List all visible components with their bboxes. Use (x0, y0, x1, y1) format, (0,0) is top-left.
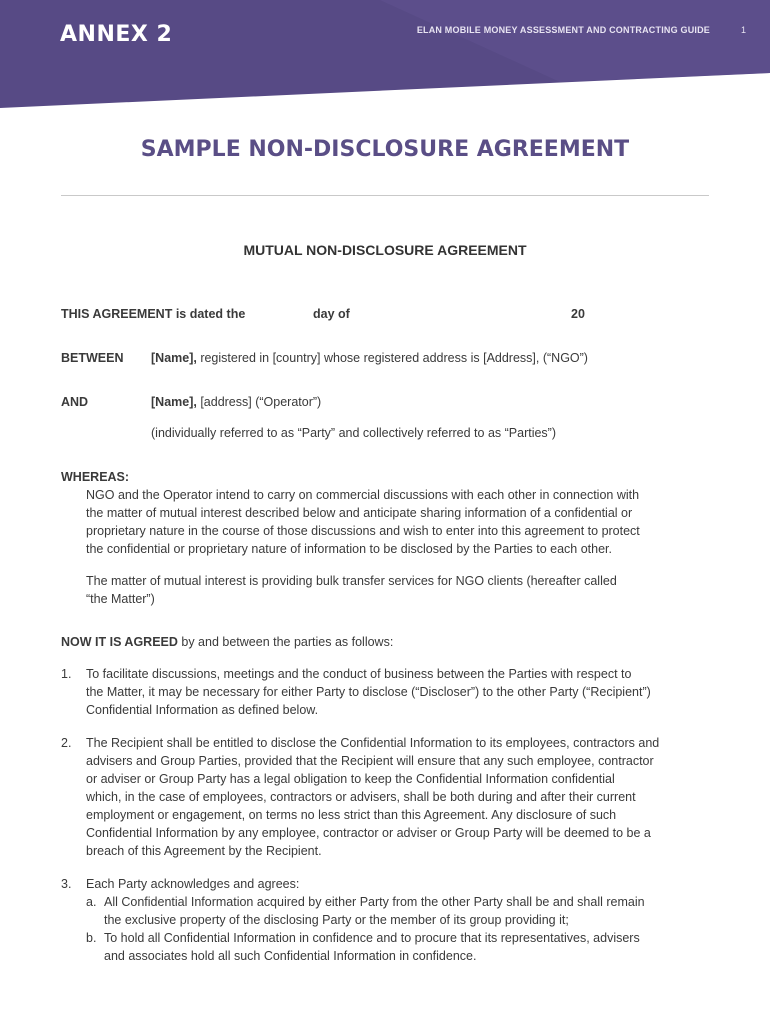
text-line: The Recipient shall be entitled to disclose the Confidential Information to its employees, contractors and (86, 736, 660, 750)
text-line: All Confidential Information acquired by either Party from the other Party shall be and shall remain (104, 895, 645, 909)
page-number: 1 (740, 25, 746, 35)
text-line: The matter of mutual interest is providing bulk transfer services for NGO clients (hereafter called (86, 574, 617, 588)
dated-lead: THIS AGREEMENT is dated the (61, 307, 246, 321)
text-line: To facilitate discussions, meetings and the conduct of business between the Parties with respect to (86, 667, 632, 681)
text-line: the Matter, it may be necessary for either Party to disclose (“Discloser”) to the other Party (“Recipient”) (86, 685, 651, 699)
header-band (0, 0, 770, 112)
text-line: advisers and Group Parties, provided that the Recipient will ensure that any such employee, contractor (86, 754, 654, 768)
annex-label: ANNEX 2 (60, 22, 173, 47)
text-line: the exclusive property of the disclosing Party or the member of its group providing it; (104, 913, 569, 927)
agreed-line (61, 633, 393, 651)
text-line: Confidential Information as defined below. (86, 703, 319, 717)
header-band-shape (0, 0, 770, 112)
and-party (151, 393, 321, 411)
text-line: “the Matter”) (86, 592, 155, 606)
sub-item-body (104, 893, 645, 929)
text-line: employment or engagement, on terms no less strict than this Agreement. Any disclosure of such (86, 808, 617, 822)
text-line: proprietary nature in the course of those discussions and wish to enter into this agreement to protect (86, 524, 640, 538)
whereas-paragraph-2 (86, 572, 617, 608)
clause-1-text (86, 665, 651, 719)
text-line: and associates hold all such Confidential Information in confidence. (104, 949, 477, 963)
whereas-paragraph-1 (86, 486, 640, 558)
parties-note: (individually referred to as “Party” and collectively referred to as “Parties”) (151, 426, 557, 440)
text-line: or adviser or Group Party has a legal obligation to keep the Confidential Information confidential (86, 772, 615, 786)
title-divider (61, 195, 709, 196)
dated-year: 20 (571, 307, 585, 321)
text-line: the matter of mutual interest described below and anticipate sharing information of a confidential or (86, 506, 633, 520)
agreed-rest: by and between the parties as follows: (177, 635, 394, 649)
document-title: SAMPLE NON-DISCLOSURE AGREEMENT (140, 137, 630, 162)
text-line: which, in the case of employees, contractors or advisers, shall be both during and after their current (86, 790, 636, 804)
and-name: [Name], (151, 395, 197, 409)
between-name: [Name], (151, 351, 197, 365)
agreed-bold: NOW IT IS AGREED (61, 635, 178, 649)
and-text: [address] (“Operator”) (196, 395, 322, 409)
guide-title: ELAN MOBILE MONEY ASSESSMENT AND CONTRACTING GUIDE (416, 25, 710, 35)
text-line: Each Party acknowledges and agrees: (86, 877, 300, 891)
text-line: Confidential Information by any employee, contractor or adviser or Group Party will be deemed to be a (86, 826, 651, 840)
clause-number: 3. (61, 877, 72, 891)
sub-item-letter: b. (86, 931, 97, 945)
between-label: BETWEEN (61, 351, 124, 365)
clause-number: 1. (61, 667, 72, 681)
between-party (151, 349, 588, 367)
clause-number: 2. (61, 736, 72, 750)
and-label: AND (61, 395, 89, 409)
dated-day-of: day of (313, 307, 350, 321)
between-text: registered in [country] whose registered address is [Address], (“NGO”) (196, 351, 588, 365)
whereas-label: WHEREAS: (61, 470, 130, 484)
text-line: To hold all Confidential Information in confidence and to procure that its representatives, advisers (104, 931, 640, 945)
text-line: breach of this Agreement by the Recipient. (86, 844, 322, 858)
document-subtitle: MUTUAL NON-DISCLOSURE AGREEMENT (243, 242, 527, 258)
sub-item-body (104, 929, 640, 965)
text-line: the confidential or proprietary nature of information to be disclosed by the Parties to each other. (86, 542, 613, 556)
clause-3-text (86, 875, 299, 893)
text-line: NGO and the Operator intend to carry on commercial discussions with each other in connection with (86, 488, 640, 502)
sub-item-letter: a. (86, 895, 97, 909)
sub-item-a (86, 893, 706, 929)
sub-item-b (86, 929, 706, 965)
clause-2-text (86, 734, 659, 860)
